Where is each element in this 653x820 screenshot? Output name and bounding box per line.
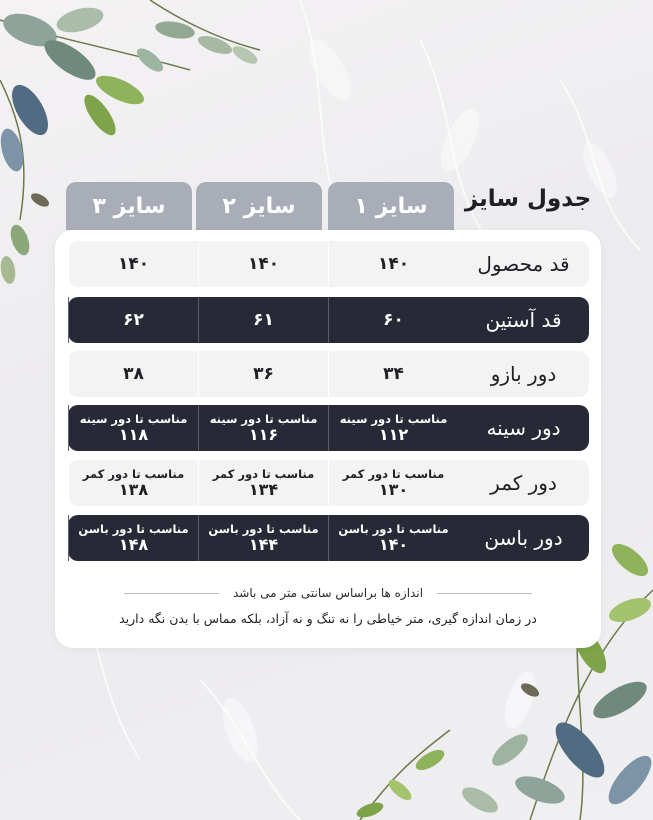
cell-size-3 <box>68 460 198 506</box>
table-row-product-length <box>68 241 589 287</box>
cell-value: ۶۲ <box>123 310 144 330</box>
row-label: قد آستین <box>485 308 562 332</box>
cell-note: مناسب تا دور باسن <box>208 522 319 536</box>
cell-size-3 <box>68 297 198 343</box>
tab-size-2: سایز ۲ <box>196 182 322 230</box>
cell-value: ۱۳۸ <box>118 480 149 499</box>
cell-size-3 <box>68 351 198 397</box>
row-label: دور سینه <box>486 416 561 440</box>
cell-value: ۱۴۴ <box>248 535 279 554</box>
units-note-text: اندازه ها براساس سانتی متر می باشد <box>232 586 424 600</box>
cell-size-3 <box>68 241 198 287</box>
cell-value: ۱۳۴ <box>248 480 279 499</box>
cell-value: ۱۱۸ <box>118 425 149 444</box>
cell-value: ۳۴ <box>383 364 404 384</box>
cell-value: ۱۱۶ <box>248 425 279 444</box>
cell-note: مناسب تا دور کمر <box>82 467 185 481</box>
cell-note: مناسب تا دور باسن <box>78 522 189 536</box>
row-label: دور کمر <box>490 471 557 495</box>
cell-size-3 <box>68 515 198 561</box>
cell-note: مناسب تا دور سینه <box>79 412 188 426</box>
cell-size-1 <box>328 515 458 561</box>
cell-note: مناسب تا دور کمر <box>212 467 315 481</box>
cell-value: ۳۶ <box>253 364 274 384</box>
cell-size-3 <box>68 405 198 451</box>
cell-size-2 <box>198 405 328 451</box>
cell-value: ۱۴۰ <box>378 535 409 554</box>
cell-size-1 <box>328 241 458 287</box>
cell-value: ۱۳۰ <box>378 480 409 499</box>
table-row-arm-circumference <box>68 351 589 397</box>
cell-value: ۶۱ <box>253 310 274 330</box>
cell-note: مناسب تا دور کمر <box>342 467 445 481</box>
tab-size-3: سایز ۳ <box>66 182 192 230</box>
cell-note: مناسب تا دور سینه <box>209 412 318 426</box>
row-label: دور باسن <box>484 526 563 550</box>
units-note <box>55 586 601 600</box>
cell-value: ۱۴۸ <box>118 535 149 554</box>
cell-value: ۳۸ <box>123 364 144 384</box>
table-row-waist-circumference <box>68 460 589 506</box>
table-row-sleeve-length <box>68 297 589 343</box>
divider <box>437 593 532 594</box>
cell-value: ۱۱۲ <box>378 425 409 444</box>
cell-size-2 <box>198 297 328 343</box>
row-label: قد محصول <box>477 252 570 276</box>
cell-value: ۱۴۰ <box>117 254 150 274</box>
cell-size-1 <box>328 351 458 397</box>
row-label: دور بازو <box>490 362 557 386</box>
cell-note: مناسب تا دور باسن <box>338 522 449 536</box>
cell-value: ۱۴۰ <box>377 254 410 274</box>
cell-value: ۱۴۰ <box>247 254 280 274</box>
table-row-hip-circumference <box>68 515 589 561</box>
measuring-instruction: در زمان اندازه گیری، متر خیاطی را نه تنگ و نه آزاد، بلکه مماس با بدن نگه دارید <box>119 611 537 626</box>
divider <box>124 593 219 594</box>
cell-size-2 <box>198 351 328 397</box>
page-title: جدول سایز <box>464 186 592 212</box>
cell-size-1 <box>328 297 458 343</box>
cell-size-2 <box>198 241 328 287</box>
cell-value: ۶۰ <box>383 310 404 330</box>
tab-size-1: سایز ۱ <box>328 182 454 230</box>
table-row-chest-circumference <box>68 405 589 451</box>
cell-note: مناسب تا دور سینه <box>339 412 448 426</box>
cell-size-1 <box>328 405 458 451</box>
cell-size-1 <box>328 460 458 506</box>
cell-size-2 <box>198 515 328 561</box>
cell-size-2 <box>198 460 328 506</box>
